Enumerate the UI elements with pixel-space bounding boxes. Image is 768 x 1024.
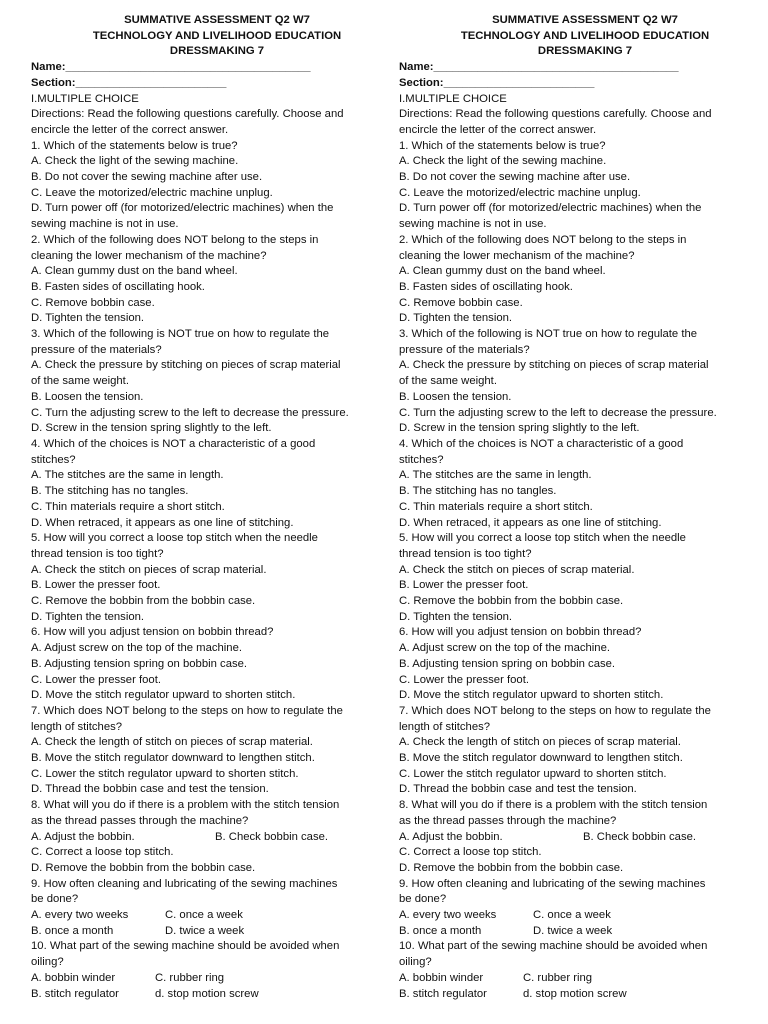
answer-choice: D. twice a week	[165, 924, 245, 937]
answer-choice: B. Move the stitch regulator downward to lengthen stitch.	[399, 752, 683, 765]
answer-choice: A. Check the stitch on pieces of scrap material.	[399, 563, 635, 576]
section-field: Section:________________________	[399, 76, 595, 89]
question-text: as the thread passes through the machine?	[31, 814, 249, 827]
answer-choice: A. The stitches are the same in length.	[31, 469, 224, 482]
question-text: 4. Which of the choices is NOT a characteristic of a good	[31, 437, 316, 450]
answer-choice: A. bobbin winder	[31, 971, 116, 984]
answer-choice: A. Check the stitch on pieces of scrap material.	[31, 563, 267, 576]
question-text: stitches?	[31, 453, 76, 466]
answer-choice: B. Fasten sides of oscillating hook.	[31, 280, 205, 293]
answer-choice: D. Tighten the tension.	[31, 312, 145, 325]
answer-choice: d. stop motion screw	[155, 987, 259, 1000]
answer-choice: D. Tighten the tension.	[399, 610, 513, 623]
answer-choice: C. Leave the motorized/electric machine unplug.	[399, 186, 641, 199]
question-text: 8. What will you do if there is a problem with the stitch tension	[31, 799, 340, 812]
answer-choice: D. Remove the bobbin from the bobbin case.	[31, 861, 256, 874]
right-copy	[399, 13, 768, 1002]
answer-choice: C. Remove the bobbin from the bobbin case.	[399, 595, 624, 608]
answer-choice: C. rubber ring	[523, 971, 593, 984]
choice-row	[31, 924, 403, 940]
question-text: 2. Which of the following does NOT belong to the steps in	[399, 233, 687, 246]
answer-choice: A. every two weeks	[31, 909, 129, 922]
answer-choice: B. stitch regulator	[399, 987, 487, 1000]
question-text: thread tension is too tight?	[399, 547, 532, 560]
question-text: 6. How will you adjust tension on bobbin thread?	[31, 626, 274, 639]
answer-choice: of the same weight.	[399, 375, 497, 388]
question-text: 10. What part of the sewing machine should be avoided when	[399, 940, 708, 953]
answer-choice: B. Lower the presser foot.	[399, 579, 529, 592]
question-text: be done?	[399, 893, 447, 906]
question-text: 8. What will you do if there is a problem with the stitch tension	[399, 799, 708, 812]
question-text: 9. How often cleaning and lubricating of the sewing machines	[399, 877, 706, 890]
answer-choice: B. Adjusting tension spring on bobbin case.	[31, 657, 248, 670]
answer-choice: B. Loosen the tension.	[399, 390, 512, 403]
name-field: Name:_______________________________________	[399, 61, 679, 74]
answer-choice: C. Remove bobbin case.	[399, 296, 523, 309]
question-text: 4. Which of the choices is NOT a characteristic of a good	[399, 437, 684, 450]
answer-choice: A. Check the light of the sewing machine.	[31, 155, 239, 168]
answer-choice: d. stop motion screw	[523, 987, 627, 1000]
answer-choice: of the same weight.	[31, 375, 129, 388]
name-field: Name:_______________________________________	[31, 61, 311, 74]
header-course: DRESSMAKING 7	[169, 45, 265, 58]
answer-choice: C. Thin materials require a short stitch.	[31, 500, 225, 513]
answer-choice: B. Check bobbin case.	[583, 830, 697, 843]
answer-choice: B. The stitching has no tangles.	[399, 485, 557, 498]
answer-choice: A. Check the light of the sewing machine.	[399, 155, 607, 168]
answer-choice: sewing machine is not in use.	[31, 218, 179, 231]
question-text: length of stitches?	[31, 720, 123, 733]
choice-row	[399, 971, 768, 987]
answer-choice: D. When retraced, it appears as one line of stitching.	[31, 516, 294, 529]
answer-choice: sewing machine is not in use.	[399, 218, 547, 231]
answer-choice: A. Clean gummy dust on the band wheel.	[399, 265, 606, 278]
choice-row	[399, 908, 768, 924]
answer-choice: C. Lower the presser foot.	[399, 673, 529, 686]
answer-choice: A. Adjust the bobbin.	[399, 830, 503, 843]
answer-choice: B. Adjusting tension spring on bobbin case.	[399, 657, 616, 670]
question-text: be done?	[31, 893, 79, 906]
answer-choice: D. twice a week	[533, 924, 613, 937]
choice-row	[31, 908, 403, 924]
question-text: thread tension is too tight?	[31, 547, 164, 560]
header-subject: TECHNOLOGY AND LIVELIHOOD EDUCATION	[460, 29, 710, 42]
answer-choice: B. Fasten sides of oscillating hook.	[399, 280, 573, 293]
choice-row	[31, 987, 403, 1003]
answer-choice: A. Check the pressure by stitching on pieces of scrap material	[399, 359, 709, 372]
answer-choice: D. Turn power off (for motorized/electric machines) when the	[31, 202, 334, 215]
answer-choice: C. Remove bobbin case.	[31, 296, 155, 309]
section-title: I.MULTIPLE CHOICE	[31, 92, 139, 105]
answer-choice: B. Loosen the tension.	[31, 390, 144, 403]
answer-choice: D. Screw in the tension spring slightly to the left.	[31, 422, 272, 435]
header-course: DRESSMAKING 7	[537, 45, 633, 58]
answer-choice: C. Remove the bobbin from the bobbin case.	[31, 595, 256, 608]
question-text: 2. Which of the following does NOT belong to the steps in	[31, 233, 319, 246]
answer-choice: C. Lower the presser foot.	[31, 673, 161, 686]
question-text: 6. How will you adjust tension on bobbin thread?	[399, 626, 642, 639]
question-text: 3. Which of the following is NOT true on how to regulate the	[399, 328, 698, 341]
question-text: as the thread passes through the machine?	[399, 814, 617, 827]
answer-choice: B. stitch regulator	[31, 987, 119, 1000]
answer-choice: C. once a week	[533, 909, 611, 922]
answer-choice: C. Leave the motorized/electric machine unplug.	[31, 186, 273, 199]
answer-choice: D. Screw in the tension spring slightly to the left.	[399, 422, 640, 435]
header-subject: TECHNOLOGY AND LIVELIHOOD EDUCATION	[92, 29, 342, 42]
question-text: 1. Which of the statements below is true?	[31, 139, 238, 152]
question-text: cleaning the lower mechanism of the machine?	[31, 249, 267, 262]
answer-choice: C. once a week	[165, 909, 243, 922]
answer-choice: D. Turn power off (for motorized/electric machines) when the	[399, 202, 702, 215]
question-text: oiling?	[399, 956, 432, 969]
answer-choice: B. Move the stitch regulator downward to lengthen stitch.	[31, 752, 315, 765]
answer-choice: A. Check the length of stitch on pieces of scrap material.	[31, 736, 313, 749]
answer-choice: A. Adjust screw on the top of the machine.	[31, 642, 242, 655]
section-title: I.MULTIPLE CHOICE	[399, 92, 507, 105]
directions-line: Directions: Read the following questions carefully. Choose and	[31, 108, 344, 121]
question-text: 7. Which does NOT belong to the steps on how to regulate the	[399, 704, 711, 717]
answer-choice: B. Lower the presser foot.	[31, 579, 161, 592]
answer-choice: C. rubber ring	[155, 971, 225, 984]
choice-row	[399, 987, 768, 1003]
question-text: 3. Which of the following is NOT true on how to regulate the	[31, 328, 330, 341]
question-text: 1. Which of the statements below is true?	[399, 139, 606, 152]
choice-row	[31, 830, 403, 846]
answer-choice: D. When retraced, it appears as one line of stitching.	[399, 516, 662, 529]
answer-choice: A. Adjust the bobbin.	[31, 830, 135, 843]
answer-choice: B. once a month	[399, 924, 482, 937]
answer-choice: C. Turn the adjusting screw to the left to decrease the pressure.	[399, 406, 717, 419]
question-text: length of stitches?	[399, 720, 491, 733]
answer-choice: C. Lower the stitch regulator upward to shorten stitch.	[31, 767, 299, 780]
directions-line: Directions: Read the following questions carefully. Choose and	[399, 108, 712, 121]
question-text: pressure of the materials?	[31, 343, 162, 356]
question-text: pressure of the materials?	[399, 343, 530, 356]
answer-choice: D. Tighten the tension.	[399, 312, 513, 325]
answer-choice: A. The stitches are the same in length.	[399, 469, 592, 482]
choice-row	[399, 924, 768, 940]
answer-choice: B. Do not cover the sewing machine after use.	[31, 171, 263, 184]
answer-choice: A. Check the pressure by stitching on pieces of scrap material	[31, 359, 341, 372]
question-text: cleaning the lower mechanism of the machine?	[399, 249, 635, 262]
answer-choice: A. Check the length of stitch on pieces of scrap material.	[399, 736, 681, 749]
choice-row	[399, 830, 768, 846]
question-text: oiling?	[31, 956, 64, 969]
header-title: SUMMATIVE ASSESSMENT Q2 W7	[124, 14, 310, 26]
answer-choice: C. Lower the stitch regulator upward to shorten stitch.	[399, 767, 667, 780]
directions-line: encircle the letter of the correct answer.	[399, 123, 597, 136]
answer-choice: D. Move the stitch regulator upward to shorten stitch.	[399, 689, 664, 702]
directions-line: encircle the letter of the correct answer.	[31, 123, 229, 136]
answer-choice: B. once a month	[31, 924, 114, 937]
answer-choice: A. every two weeks	[399, 909, 497, 922]
answer-choice: B. Check bobbin case.	[215, 830, 329, 843]
answer-choice: D. Thread the bobbin case and test the tension.	[31, 783, 269, 796]
question-text: 10. What part of the sewing machine should be avoided when	[31, 940, 340, 953]
left-copy	[31, 13, 403, 1002]
question-text: 5. How will you correct a loose top stitch when the needle	[31, 532, 318, 545]
question-text: stitches?	[399, 453, 444, 466]
answer-choice: C. Correct a loose top stitch.	[31, 846, 174, 859]
question-text: 5. How will you correct a loose top stitch when the needle	[399, 532, 686, 545]
choice-row	[31, 971, 403, 987]
section-field: Section:________________________	[31, 76, 227, 89]
answer-choice: D. Move the stitch regulator upward to shorten stitch.	[31, 689, 296, 702]
question-text: 9. How often cleaning and lubricating of the sewing machines	[31, 877, 338, 890]
answer-choice: B. The stitching has no tangles.	[31, 485, 189, 498]
answer-choice: C. Correct a loose top stitch.	[399, 846, 542, 859]
answer-choice: A. Clean gummy dust on the band wheel.	[31, 265, 238, 278]
header-title: SUMMATIVE ASSESSMENT Q2 W7	[492, 14, 678, 26]
answer-choice: A. Adjust screw on the top of the machine.	[399, 642, 610, 655]
answer-choice: C. Turn the adjusting screw to the left to decrease the pressure.	[31, 406, 349, 419]
answer-choice: D. Thread the bobbin case and test the tension.	[399, 783, 637, 796]
answer-choice: D. Remove the bobbin from the bobbin case.	[399, 861, 624, 874]
answer-choice: A. bobbin winder	[399, 971, 484, 984]
answer-choice: C. Thin materials require a short stitch.	[399, 500, 593, 513]
question-text: 7. Which does NOT belong to the steps on how to regulate the	[31, 704, 343, 717]
answer-choice: D. Tighten the tension.	[31, 610, 145, 623]
answer-choice: B. Do not cover the sewing machine after use.	[399, 171, 631, 184]
